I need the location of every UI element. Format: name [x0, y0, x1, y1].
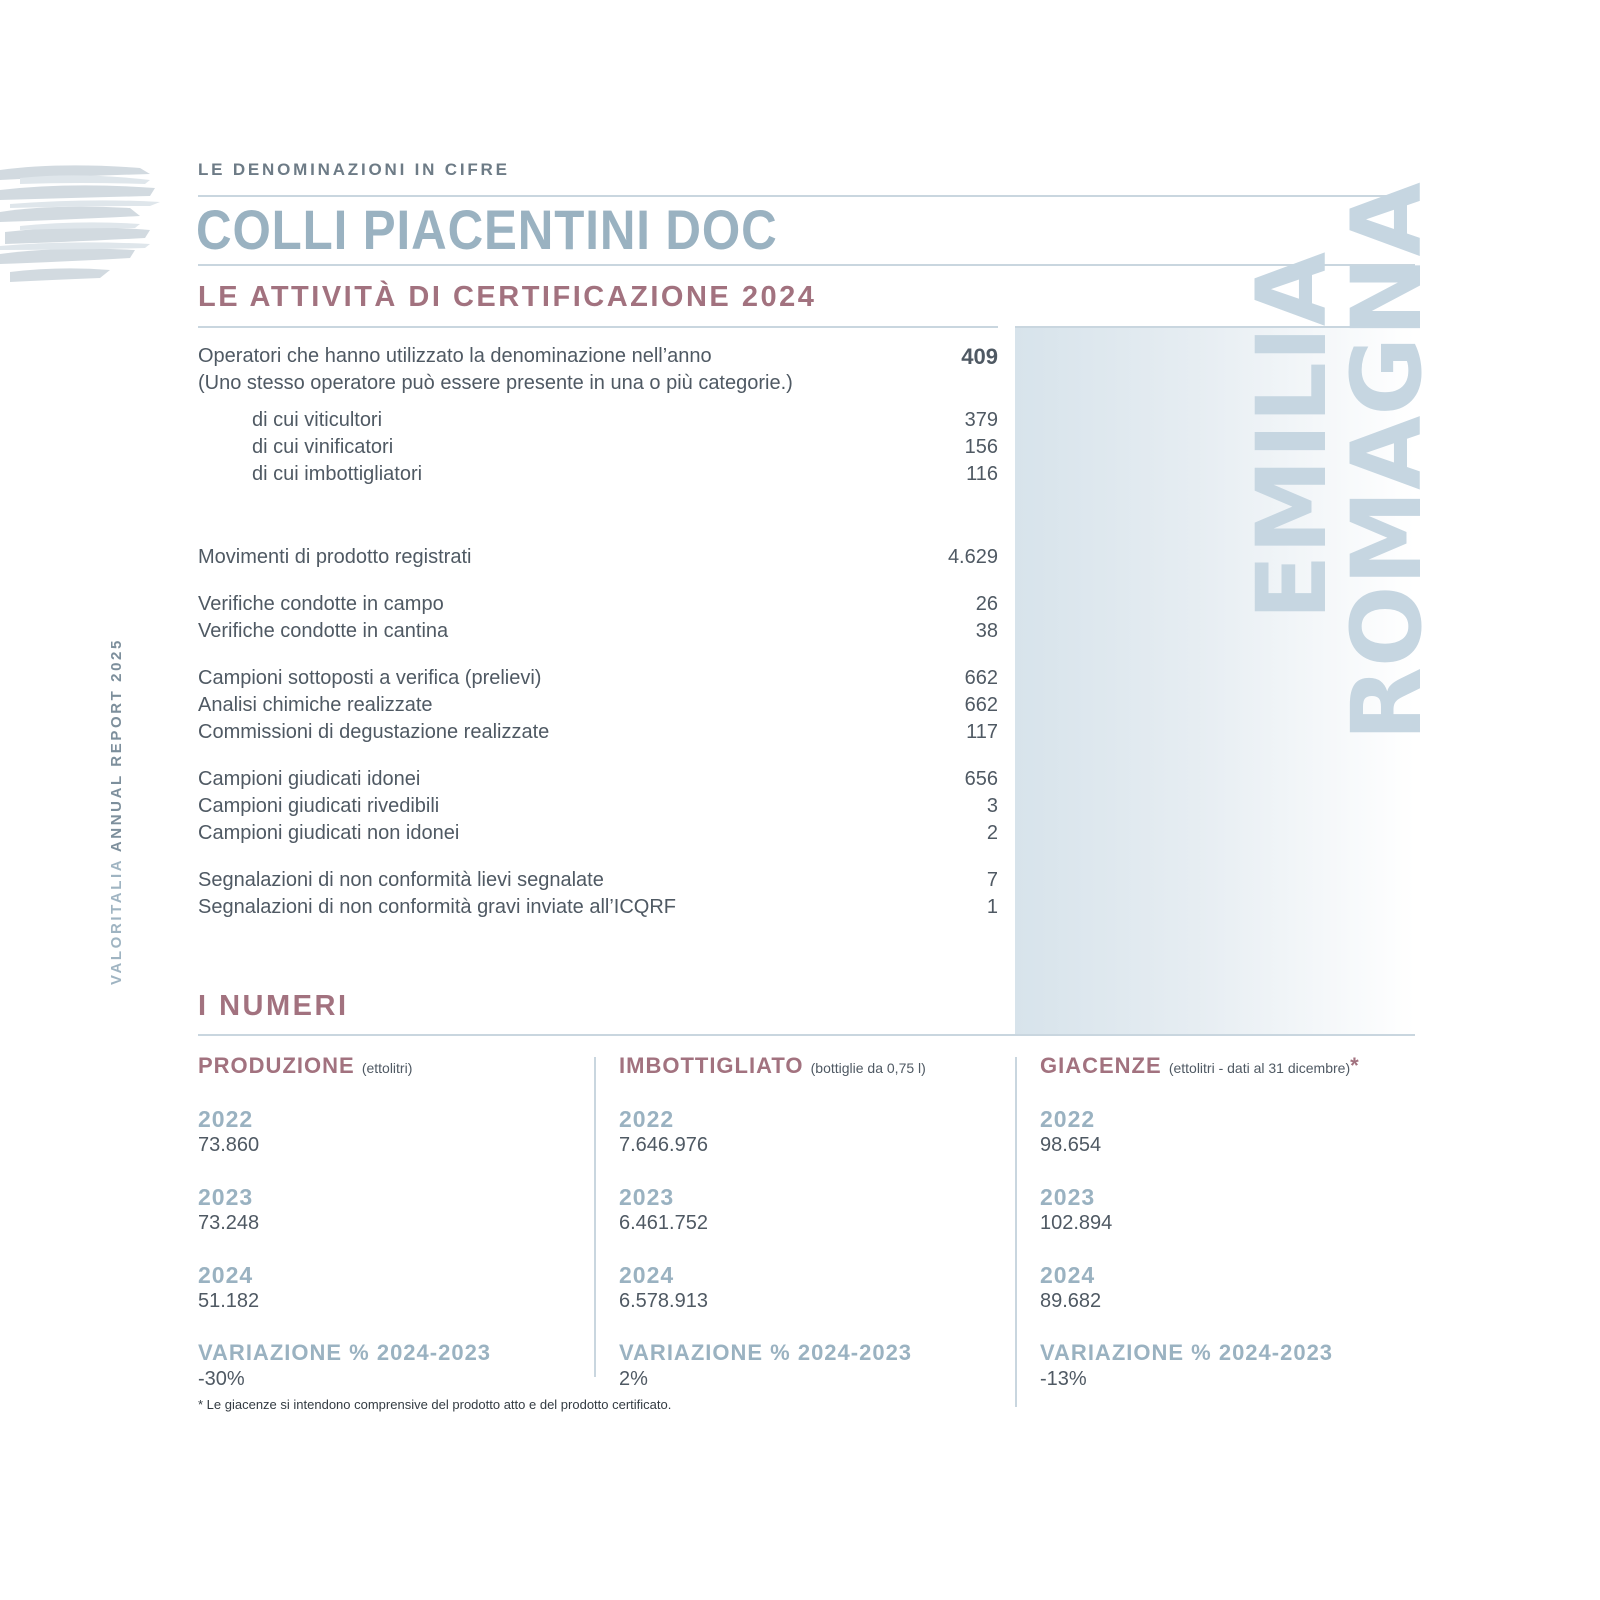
stat-value: 7	[986, 869, 998, 891]
stat-label: Movimenti di prodotto registrati	[198, 546, 472, 568]
certification-title: LE ATTIVITÀ DI CERTIFICAZIONE 2024	[198, 281, 817, 313]
stat-row	[198, 407, 998, 434]
stat-row	[198, 867, 998, 894]
year-label: 2023	[619, 1184, 675, 1210]
stat-value: 2	[986, 822, 998, 844]
stat-row-operators	[198, 343, 998, 370]
column-unit: (ettolitri)	[361, 1060, 413, 1076]
stat-label: Campioni sottoposti a verifica (prelievi)	[198, 667, 542, 689]
region-label-line2: ROMAGNA	[1331, 182, 1443, 741]
year-value: 51.182	[198, 1290, 260, 1312]
stat-value: 656	[964, 768, 998, 790]
stat-value: 156	[964, 436, 998, 458]
stock-column	[1040, 1053, 1430, 1391]
stat-label: Analisi chimiche realizzate	[198, 694, 433, 716]
year-label: 2023	[1040, 1184, 1096, 1210]
stat-label: Operatori che hanno utilizzato la denominazione nell’anno	[198, 345, 712, 367]
stat-value: 4.629	[947, 546, 998, 568]
stat-row	[198, 591, 998, 618]
column-unit: (ettolitri - dati al 31 dicembre)	[1168, 1060, 1351, 1076]
stat-label: Campioni giudicati non idonei	[198, 822, 460, 844]
year-value: 6.578.913	[619, 1290, 708, 1312]
stat-label: Commissioni di degustazione realizzate	[198, 721, 550, 743]
year-label: 2022	[619, 1106, 675, 1132]
stat-row	[198, 618, 998, 645]
numbers-title: I NUMERI	[198, 990, 349, 1022]
page-title: COLLI PIACENTINI DOC	[196, 198, 778, 261]
stat-row	[198, 793, 998, 820]
variation-label: VARIAZIONE % 2024-2023	[619, 1340, 913, 1365]
stat-value: 1	[986, 896, 998, 918]
column-title-text: GIACENZE	[1040, 1053, 1162, 1078]
stat-label: Segnalazioni di non conformità lievi segnalate	[198, 869, 604, 891]
variation-label: VARIAZIONE % 2024-2023	[198, 1340, 492, 1365]
stat-label: Verifiche condotte in cantina	[198, 620, 449, 642]
year-value: 73.860	[198, 1134, 260, 1156]
column-star: *	[1350, 1053, 1360, 1078]
year-value: 73.248	[198, 1212, 260, 1234]
section-kicker: LE DENOMINAZIONI IN CIFRE	[198, 160, 510, 179]
stat-value: 409	[961, 344, 998, 369]
stat-label: di cui imbottigliatori	[252, 463, 423, 485]
stat-row	[198, 434, 998, 461]
year-label: 2022	[1040, 1106, 1096, 1132]
column-title	[1040, 1053, 1430, 1079]
title-divider	[198, 264, 1415, 266]
stat-label: Campioni giudicati idonei	[198, 768, 421, 790]
region-label	[1015, 182, 1443, 1034]
stat-row	[198, 894, 998, 921]
variation-value: -13%	[1040, 1368, 1087, 1390]
stat-value: 662	[964, 667, 998, 689]
stat-value: 117	[966, 721, 998, 743]
year-value: 7.646.976	[619, 1134, 708, 1156]
footnote: * Le giacenze si intendono comprensive del prodotto atto e del prodotto certificato.	[198, 1397, 672, 1412]
stat-row	[198, 820, 998, 847]
stat-value: 116	[966, 463, 998, 485]
variation-label: VARIAZIONE % 2024-2023	[1040, 1340, 1334, 1365]
stat-row	[198, 719, 998, 746]
numbers-divider	[198, 1034, 1415, 1036]
stat-row-movements	[198, 544, 998, 571]
stat-label: Campioni giudicati rivedibili	[198, 795, 440, 817]
year-label: 2024	[1040, 1262, 1096, 1288]
side-label-report: ANNUAL REPORT 2025	[108, 638, 125, 853]
column-title	[198, 1053, 588, 1079]
certification-divider	[198, 326, 998, 328]
stat-note: (Uno stesso operatore può essere presente in una o più categorie.)	[198, 372, 793, 394]
column-divider	[1015, 1057, 1017, 1407]
column-title-text: IMBOTTIGLIATO	[619, 1053, 804, 1078]
year-value: 6.461.752	[619, 1212, 708, 1234]
side-report-label	[108, 638, 125, 985]
stat-label: di cui vinificatori	[252, 436, 394, 458]
stat-value: 26	[975, 593, 998, 615]
stat-value: 379	[964, 409, 998, 431]
side-label-brand: VALORITALIA	[108, 858, 125, 985]
year-value: 98.654	[1040, 1134, 1102, 1156]
variation-value: -30%	[198, 1368, 245, 1390]
bottled-column	[619, 1053, 1009, 1391]
year-value: 89.682	[1040, 1290, 1102, 1312]
certification-stats	[198, 343, 998, 921]
year-label: 2024	[198, 1262, 254, 1288]
stat-label: Segnalazioni di non conformità gravi inviate all’ICQRF	[198, 896, 677, 918]
stat-value: 3	[986, 795, 998, 817]
year-label: 2022	[198, 1106, 254, 1132]
kicker-divider	[198, 195, 1415, 197]
stat-value: 662	[964, 694, 998, 716]
column-unit: (bottiglie da 0,75 l)	[810, 1060, 926, 1076]
stat-row	[198, 665, 998, 692]
stat-row	[198, 692, 998, 719]
column-title	[619, 1053, 1009, 1079]
column-title-text: PRODUZIONE	[198, 1053, 355, 1078]
stat-label: Verifiche condotte in campo	[198, 593, 444, 615]
production-column	[198, 1053, 588, 1391]
year-label: 2023	[198, 1184, 254, 1210]
year-label: 2024	[619, 1262, 675, 1288]
column-divider	[594, 1057, 596, 1377]
region-label-line1: EMILIA	[1236, 251, 1348, 620]
year-value: 102.894	[1040, 1212, 1113, 1234]
stat-row	[198, 461, 998, 488]
brush-texture-decoration	[0, 160, 160, 285]
stat-label: di cui viticultori	[252, 409, 383, 431]
variation-value: 2%	[619, 1368, 648, 1390]
stat-row	[198, 766, 998, 793]
stat-value: 38	[975, 620, 998, 642]
